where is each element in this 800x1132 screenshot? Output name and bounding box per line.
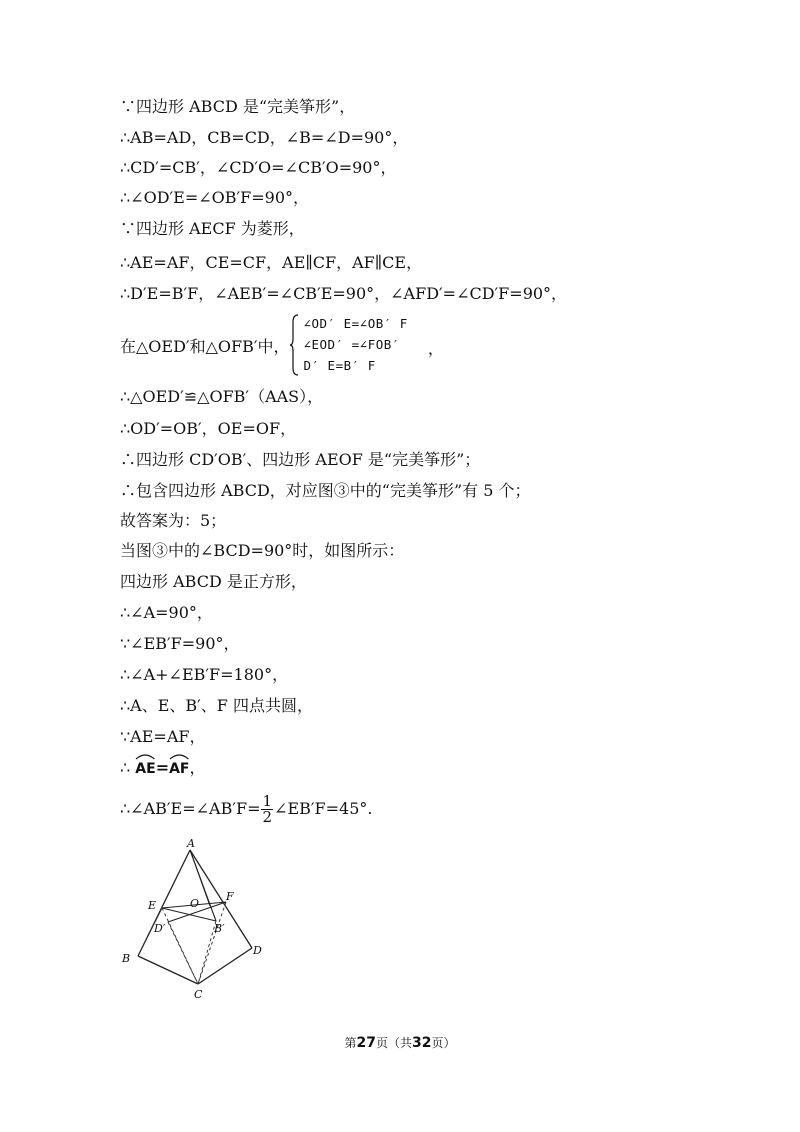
label-f: F bbox=[226, 890, 234, 903]
system-equations bbox=[303, 315, 407, 375]
label-o: O bbox=[190, 897, 200, 910]
footer-post: 页） bbox=[431, 1036, 456, 1050]
arc-mark-icon bbox=[169, 752, 189, 760]
arc-ae-label: AE bbox=[135, 761, 156, 777]
text-line: ∵∠EB′F=90°， bbox=[120, 634, 240, 653]
final-prefix: ∴∠AB′E=∠AB′F= bbox=[120, 799, 261, 818]
arc-af-label: AF bbox=[169, 761, 190, 777]
system-prefix: 在△OED′和△OFB′中， bbox=[120, 336, 290, 356]
label-d: D bbox=[253, 944, 262, 957]
label-d-prime: D′ bbox=[154, 922, 166, 935]
arc-suffix: ， bbox=[189, 758, 206, 777]
text-line: ∴AB=AD，CB=CD，∠B=∠D=90°， bbox=[120, 128, 409, 147]
text-line: ∴D′E=B′F，∠AEB′=∠CB′E=90°，∠AFD′=∠CD′F=90°， bbox=[120, 284, 568, 303]
label-e: E bbox=[148, 899, 157, 912]
text-line: ∵四边形 AECF 为菱形， bbox=[120, 219, 305, 238]
text-line: ∴包含四边形 ABCD，对应图③中的“完美筝形”有 5 个； bbox=[120, 481, 531, 500]
label-a: A bbox=[187, 837, 195, 850]
footer-total-pages: 32 bbox=[412, 1035, 432, 1051]
dashed-fc bbox=[198, 902, 226, 984]
system-tail: ， bbox=[427, 338, 444, 358]
text-line: ∴A、E、B′、F 四点共圆， bbox=[120, 696, 313, 715]
final-suffix: ∠EB′F=45°. bbox=[274, 799, 373, 818]
text-line: ∵AE=AF， bbox=[120, 727, 206, 746]
text-line: ∴∠OD′E=∠OB′F=90°， bbox=[120, 188, 310, 207]
system-eq-1: ∠OD′ E=∠OB′ F bbox=[303, 316, 408, 331]
arc-af bbox=[169, 752, 189, 780]
text-line: ∴∠A+∠EB′F=180°， bbox=[120, 665, 289, 684]
text-line: ∴△OED′≌△OFB′（AAS）， bbox=[120, 387, 324, 406]
label-c: C bbox=[194, 988, 203, 1001]
system-eq-2: ∠EOD′ =∠FOB′ bbox=[303, 337, 400, 352]
arc-ae bbox=[135, 752, 155, 780]
geometry-figure bbox=[110, 836, 280, 1004]
side-cd bbox=[198, 948, 252, 984]
final-equation-line bbox=[120, 794, 372, 825]
arc-eq: = bbox=[155, 758, 170, 777]
fraction bbox=[261, 794, 273, 825]
text-line: ∵四边形 ABCD 是“完美筝形”， bbox=[120, 97, 356, 116]
fraction-numerator: 1 bbox=[262, 792, 273, 810]
text-line: ∴∠A=90°， bbox=[120, 603, 213, 622]
label-b: B bbox=[122, 952, 131, 965]
label-b-prime: B′ bbox=[214, 922, 225, 935]
arc-equation-line bbox=[120, 752, 206, 780]
text-line: ∴CD′=CB′，∠CD′O=∠CB′O=90°， bbox=[120, 158, 397, 177]
text-line: 故答案为：5； bbox=[120, 511, 227, 530]
fraction-denominator: 2 bbox=[262, 808, 273, 826]
left-brace-icon bbox=[289, 314, 299, 376]
text-line: ∴AE=AF，CE=CF，AE∥CF，AF∥CE， bbox=[120, 253, 423, 272]
text-line: ∴OD′=OB′，OE=OF， bbox=[120, 419, 297, 438]
text-line: ∴四边形 CD′OB′、四边形 AEOF 是“完美筝形”； bbox=[120, 450, 481, 469]
footer-pre: 第 bbox=[344, 1036, 357, 1050]
arc-prefix: ∴ bbox=[120, 758, 131, 777]
footer-mid: 页（共 bbox=[375, 1036, 412, 1050]
side-bc bbox=[138, 956, 198, 984]
text-line: 当图③中的∠BCD=90°时，如图所示： bbox=[120, 541, 405, 560]
page-footer bbox=[0, 1034, 800, 1051]
arc-mark-icon bbox=[135, 752, 155, 760]
system-eq-3: D′ E=B′ F bbox=[303, 358, 376, 373]
equation-system bbox=[120, 313, 444, 377]
footer-page-number: 27 bbox=[356, 1035, 376, 1051]
text-line: 四边形 ABCD 是正方形， bbox=[120, 572, 307, 591]
